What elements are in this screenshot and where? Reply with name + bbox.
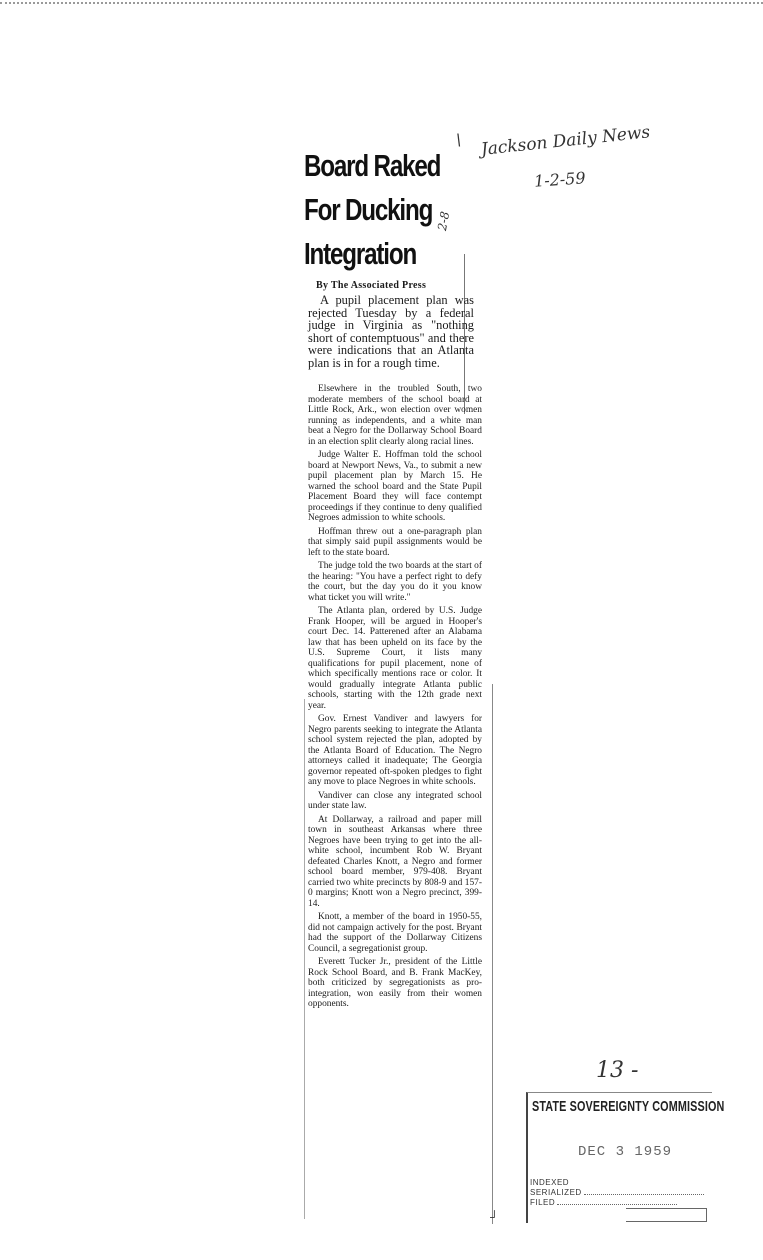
stamp-serialized-label: SERIALIZED <box>530 1188 582 1197</box>
article-paragraph: Elsewhere in the troubled South, two moderate members of the school board at Little Rock, Ark., won election over women running as independents, and a white man beat a Negro for the Dollarway School Board in an election split clearly along racial lines. <box>308 384 482 447</box>
article-paragraph: Knott, a member of the board in 1950-55, did not campaign actively for the post. Bryant had the support of the Dollarway Citizens Council, a segregationist group. <box>308 912 482 954</box>
end-mark: ┘ <box>490 1210 499 1224</box>
stamp-filed-line <box>530 1198 677 1207</box>
page-top-border <box>0 2 763 4</box>
article-paragraph: Everett Tucker Jr., president of the Little Rock School Board, and B. Frank MacKey, both criticized by segregationists as pro-integration, won easily from their women opponents. <box>308 957 482 1009</box>
handwritten-margin-note: 2-8 <box>435 210 453 232</box>
article-paragraph: Hoffman threw out a one-paragraph plan that simply said pupil assignments would be left to the state board. <box>308 526 482 558</box>
headline-line-3: Integration <box>304 236 417 271</box>
headline-line-2: For Ducking <box>304 192 433 227</box>
column-rule-right <box>492 684 493 1224</box>
newspaper-clipping <box>304 144 500 1224</box>
stamp-date: DEC 3 1959 <box>578 1144 673 1160</box>
lede-paragraph: A pupil placement plan was rejected Tuesday by a federal judge in Virginia as "nothing short of contemptuous" and there were indications that an Atlanta plan is in for a rough time. <box>308 293 474 370</box>
article-paragraph: The Atlanta plan, ordered by U.S. Judge Frank Hooper, will be argued in Hooper's court Dec. 14. Patterened after an Alabama law that has been upheld on its face by the U.S. Supreme Court, it lists many qualifications for pupil placement, none of which specifically mentions race or color. It would gradually integrate Atlanta public schools, starting with the 12th grade next year. <box>308 606 482 711</box>
stamp-bottom-boxes <box>626 1208 707 1222</box>
commission-stamp <box>526 1084 725 1226</box>
headline <box>304 144 441 276</box>
article-paragraph: Judge Walter E. Hoffman told the school board at Newport News, Va., to submit a new pupil placement plan by March 15. He warned the school board and the State Pupil Placement Board they will face contempt proceedings if they continue to deny qualified Negroes admission to white schools. <box>308 450 482 523</box>
stamp-dotted-line <box>557 1204 677 1205</box>
stamp-dotted-line <box>584 1194 704 1195</box>
article-paragraph: The judge told the two boards at the start of the hearing: "You have a perfect right to defy the court, but the day you do it you know what ticket you will write." <box>308 561 482 603</box>
byline: By The Associated Press <box>316 280 427 291</box>
column-rule-left <box>304 699 305 1219</box>
article-body <box>308 384 482 1013</box>
handwritten-file-number: 13 - <box>596 1058 639 1083</box>
article-paragraph: At Dollarway, a railroad and paper mill town in southeast Arkansas where three Negroes have been trying to get into the all-white school, incumbent Rob W. Bryant defeated Charles Knott, a Negro and former school board member, 979-408. Bryant carried two white precincts by 808-9 and 157-0 margins; Knott won a Negro precinct, 399-14. <box>308 814 482 909</box>
stamp-serialized-line <box>530 1188 704 1197</box>
stamp-filed-label: FILED <box>530 1198 556 1207</box>
handwritten-source-note: Jackson Daily News <box>480 122 652 160</box>
stamp-title: STATE SOVEREIGNTY COMMISSION <box>532 1098 725 1115</box>
stamp-indexed-line <box>530 1178 569 1187</box>
handwritten-check-mark: \ <box>456 130 462 149</box>
article-paragraph: Vandiver can close any integrated school under state law. <box>308 790 482 811</box>
handwritten-date-note: 1-2-59 <box>533 168 587 191</box>
headline-line-1: Board Raked <box>304 148 441 183</box>
article-paragraph: Gov. Ernest Vandiver and lawyers for Negro parents seeking to integrate the Atlanta school system rejected the plan, adopted by the Atlanta Board of Education. The Negro attorneys called it inadequate; The Georgia governor repeated oft-spoken pledges to fight any move to place Negroes in white schools. <box>308 714 482 787</box>
stamp-indexed-label: INDEXED <box>530 1178 570 1187</box>
